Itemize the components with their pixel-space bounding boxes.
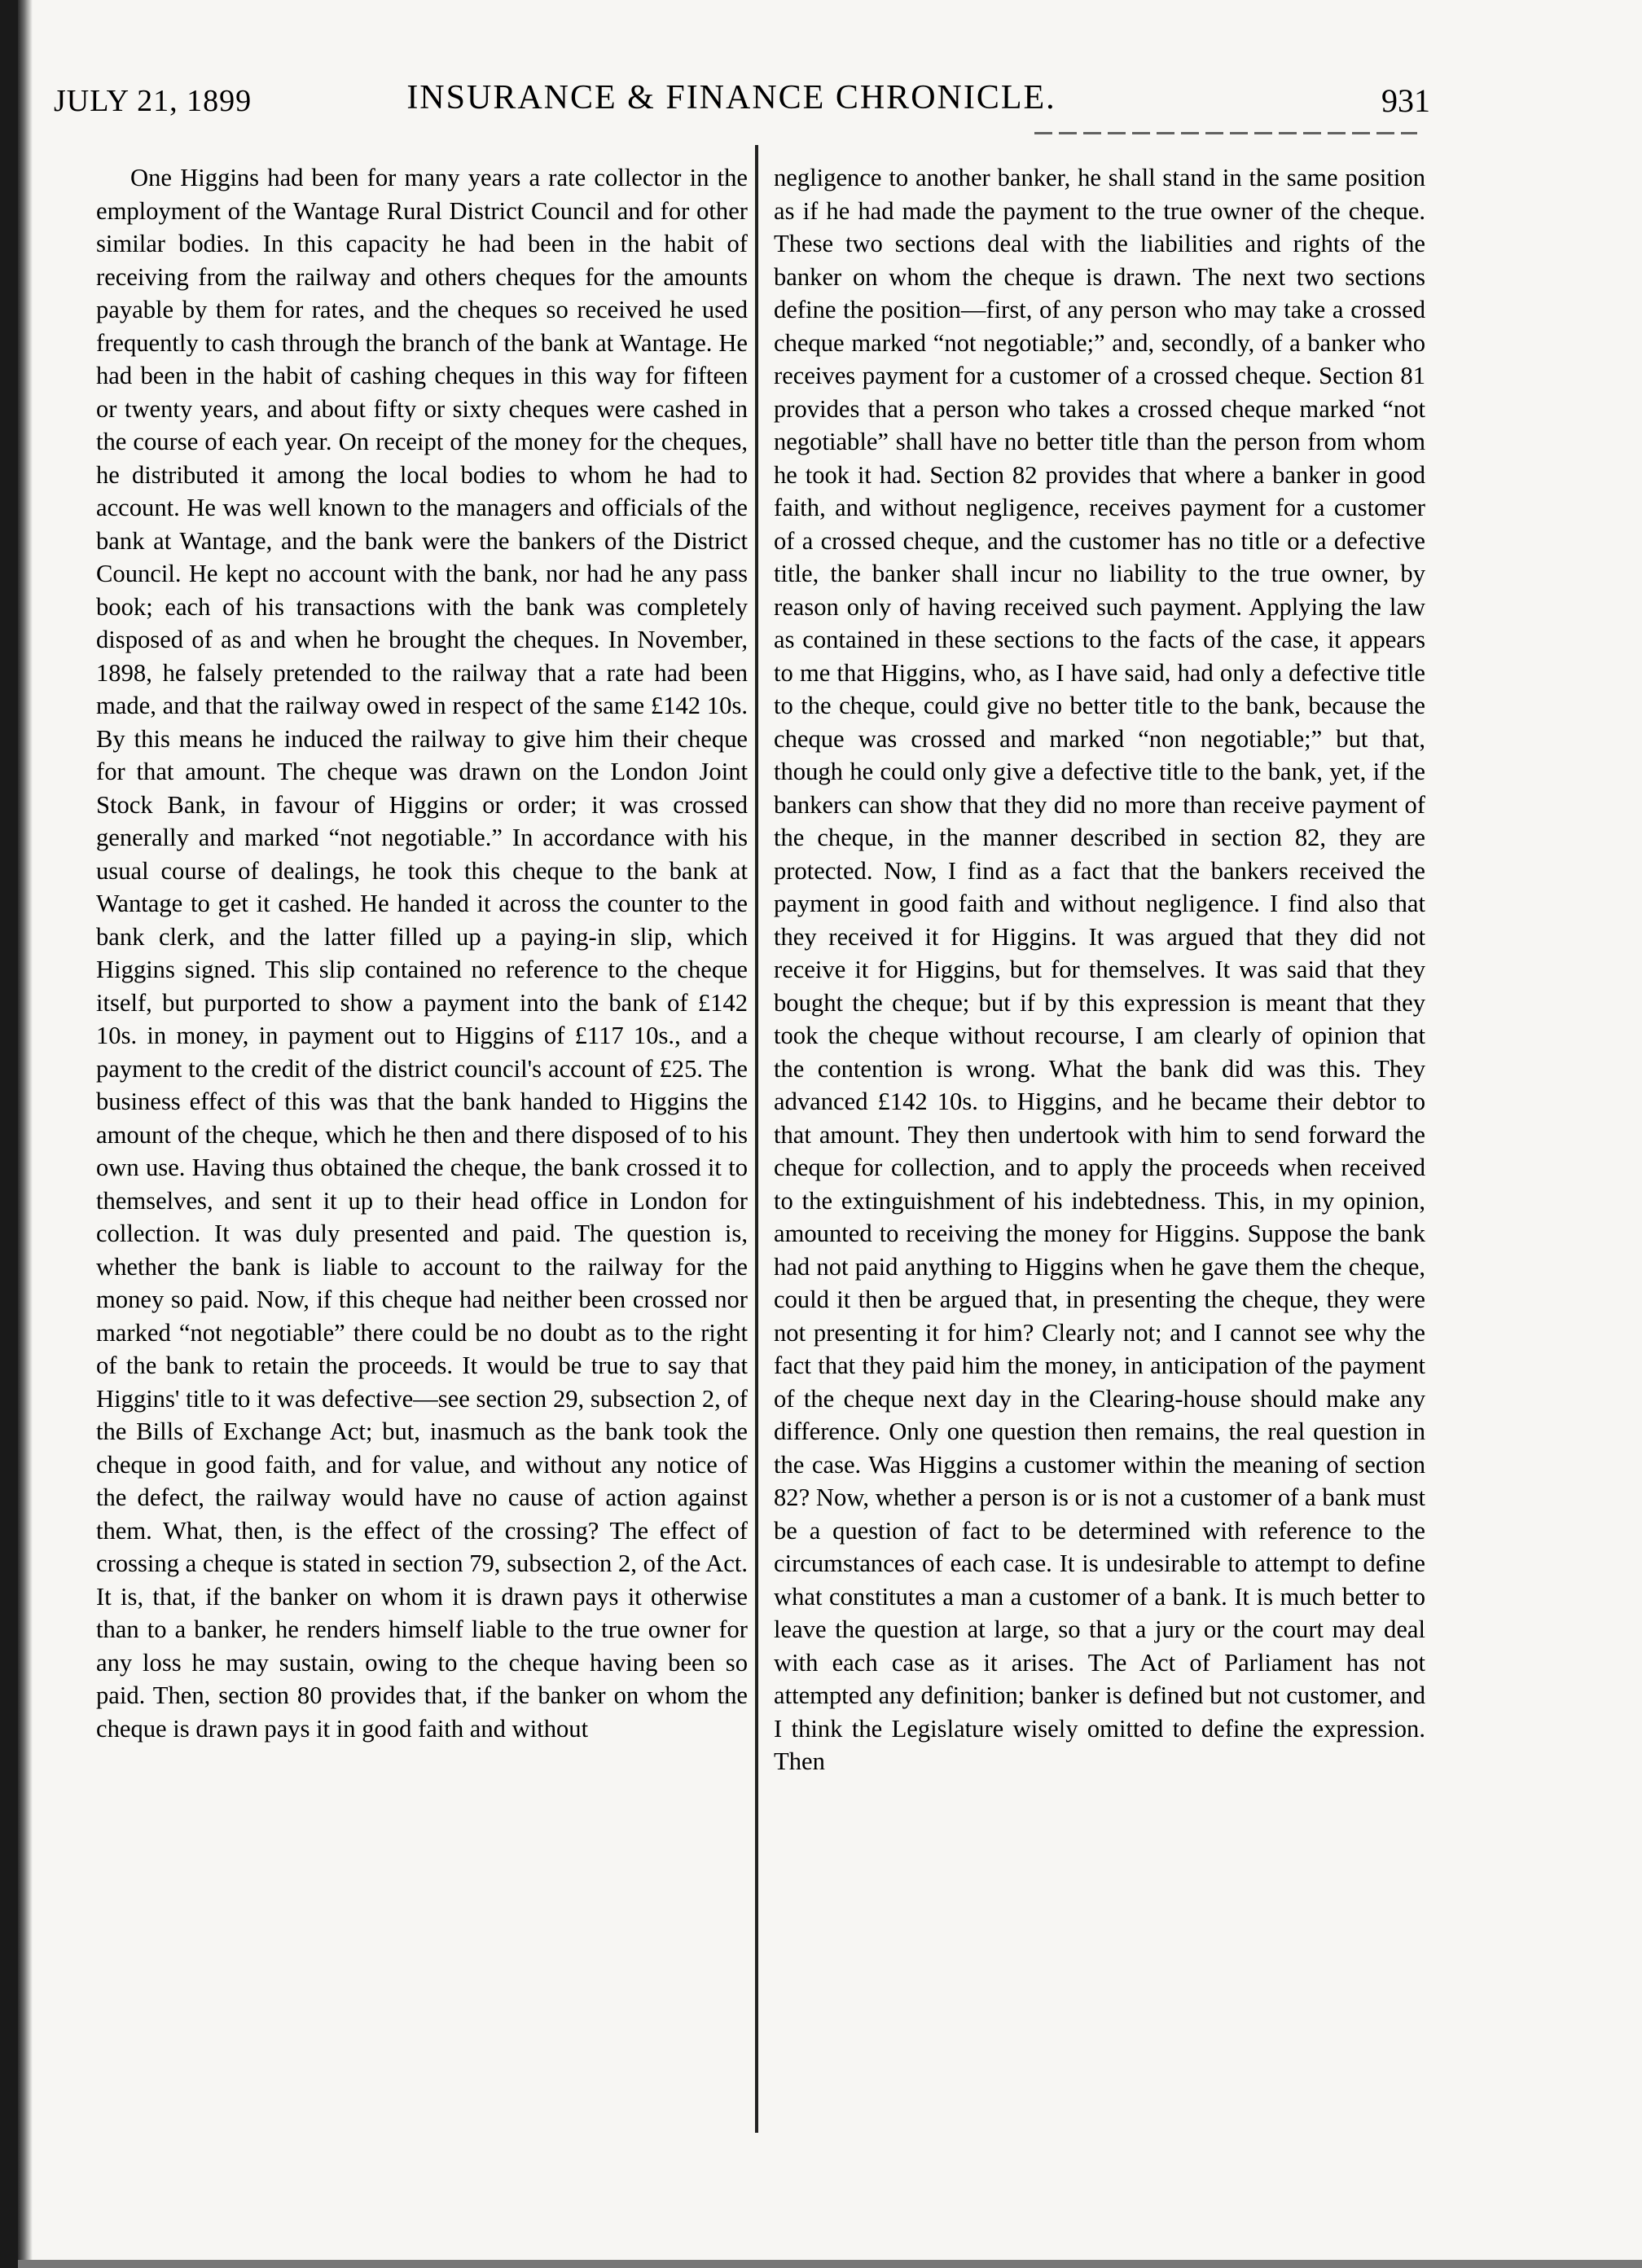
header-date: JULY 21, 1899 xyxy=(54,84,252,118)
left-column-text: One Higgins had been for many years a rate collector in the employment of the Wantage Rural District Council and for other similar bodies. In this capacity he had been in the habit of receiving from the railway and others cheques for the amounts payable by them for rates, and the cheques so received he used frequently to cash through the branch of the bank at Wantage. He had been in the habit of cashing cheques in this way for fifteen or twenty years, and about fifty or sixty cheques were cashed in the course of each year. On receipt of the money for the cheques, he distributed it among the local bodies to whom he had to account. He was well known to the managers and officials of the bank at Wantage, and the bank were the bankers of the District Council. He kept no account with the bank, nor had he any pass book; each of his transactions with the bank was completely disposed of as and when he brought the cheques. In November, 1898, he falsely pretended to the railway that a rate had been made, and that the railway owed in respect of the same £142 10s. By this means he induced the railway to give him their cheque for that amount. The cheque was drawn on the London Joint Stock Bank, in favour of Higgins or order; it was crossed generally and marked “not negotiable.” In accordance with his usual course of dealings, he took this cheque to the bank at Wantage to get it cashed. He handed it across the counter to the bank clerk, and the latter filled up a paying-in slip, which Higgins signed. This slip contained no reference to the cheque itself, but purported to show a payment into the bank of £142 10s. in money, in payment out to Higgins of £117 10s., and a payment to the credit of the district council's account of £25. The business effect of this was that the bank handed to Higgins the amount of the cheque, which he then and there disposed of to his own use. Having thus obtained the cheque, the bank crossed it to themselves, and sent it up to their head office in London for collection. It was duly presented and paid. The question is, whether the bank is liable to account to the railway for the money so paid. Now, if this cheque had neither been crossed nor marked “not negotiable” there could be no doubt as to the right of the bank to retain the proceeds. It would be true to say that Higgins' title to it was defective—see section 29, subsection 2, of the Bills of Exchange Act; but, inasmuch as the bank took the cheque in good faith, and for value, and without any notice of the defect, the railway would have no cause of action against them. What, then, is the effect of the crossing? The effect of crossing a cheque is stated in section 79, subsection 2, of the Act. It is, that, if the banker on whom it is drawn pays it otherwise than to a banker, he renders himself liable to the true owner for any loss he may sustain, owing to the cheque having been so paid. Then, section 80 provides that, if the banker on whom the cheque is drawn pays it in good faith and without xyxy=(96,164,748,1743)
publication-title: INSURANCE & FINANCE CHRONICLE. xyxy=(406,79,1056,116)
running-head xyxy=(33,78,1430,127)
header-rule xyxy=(1034,132,1417,134)
right-column xyxy=(774,161,1425,1778)
left-column xyxy=(96,161,748,1745)
column-divider xyxy=(755,145,758,2133)
scan-edge-bottom xyxy=(18,2260,1642,2268)
page-number: 931 xyxy=(1381,82,1430,119)
right-column-text: negligence to another banker, he shall stand in the same position as if he had made the payment to the true owner of the cheque. These two sections deal with the liabilities and rights of the banker on whom the cheque is drawn. The next two sections define the position—first, of any person who may take a crossed cheque marked “not negotiable;” and, secondly, of a banker who receives payment for a customer of a crossed cheque. Section 81 provides that a person who takes a crossed cheque marked “not negotiable” shall have no better title than the person from whom he took it had. Section 82 provides that where a banker in good faith, and without negligence, receives payment for a customer of a crossed cheque, and the customer has no title or a defective title, the banker shall incur no liability to the true owner, by reason only of having received such payment. Applying the law as contained in these sections to the facts of the case, it appears to me that Higgins, who, as I have said, had only a defective title to the cheque, could give no better title to the bank, because the cheque was crossed and marked “non negotiable;” but that, though he could only give a defective title to the bank, yet, if the bankers can show that they did no more than receive payment of the cheque, in the manner described in section 82, they are protected. Now, I find as a fact that the bankers received the payment in good faith and without negligence. I find also that they received it for Higgins. It was argued that they did not receive it for Higgins, but for themselves. It was said that they bought the cheque; but if by this expression is meant that they took the cheque without recourse, I am clearly of opinion that the contention is wrong. What the bank did was this. They advanced £142 10s. to Higgins, and he became their debtor to that amount. They then undertook with him to send forward the cheque for collection, and to apply the proceeds when received to the extinguishment of his indebtedness. This, in my opinion, amounted to receiving the money for Higgins. Suppose the bank had not paid anything to Higgins when he gave them the cheque, could it then be argued that, in presenting the cheque, they were not presenting it for him? Clearly not; and I cannot see why the fact that they paid him the money, in anticipation of the payment of the cheque next day in the Clearing-house should make any difference. Only one question then remains, the real question in the case. Was Higgins a customer within the meaning of section 82? Now, whether a person is or is not a customer of a bank must be a question of fact to be determined with reference to the circumstances of each case. It is undesirable to attempt to define what constitutes a man a customer of a bank. It is much better to leave the question at large, so that a jury or the court may deal with each case as it arises. The Act of Parliament has not attempted any definition; banker is defined but not customer, and I think the Legislature wisely omitted to define the expression. Then xyxy=(774,164,1425,1775)
scan-edge-left xyxy=(18,0,33,2268)
